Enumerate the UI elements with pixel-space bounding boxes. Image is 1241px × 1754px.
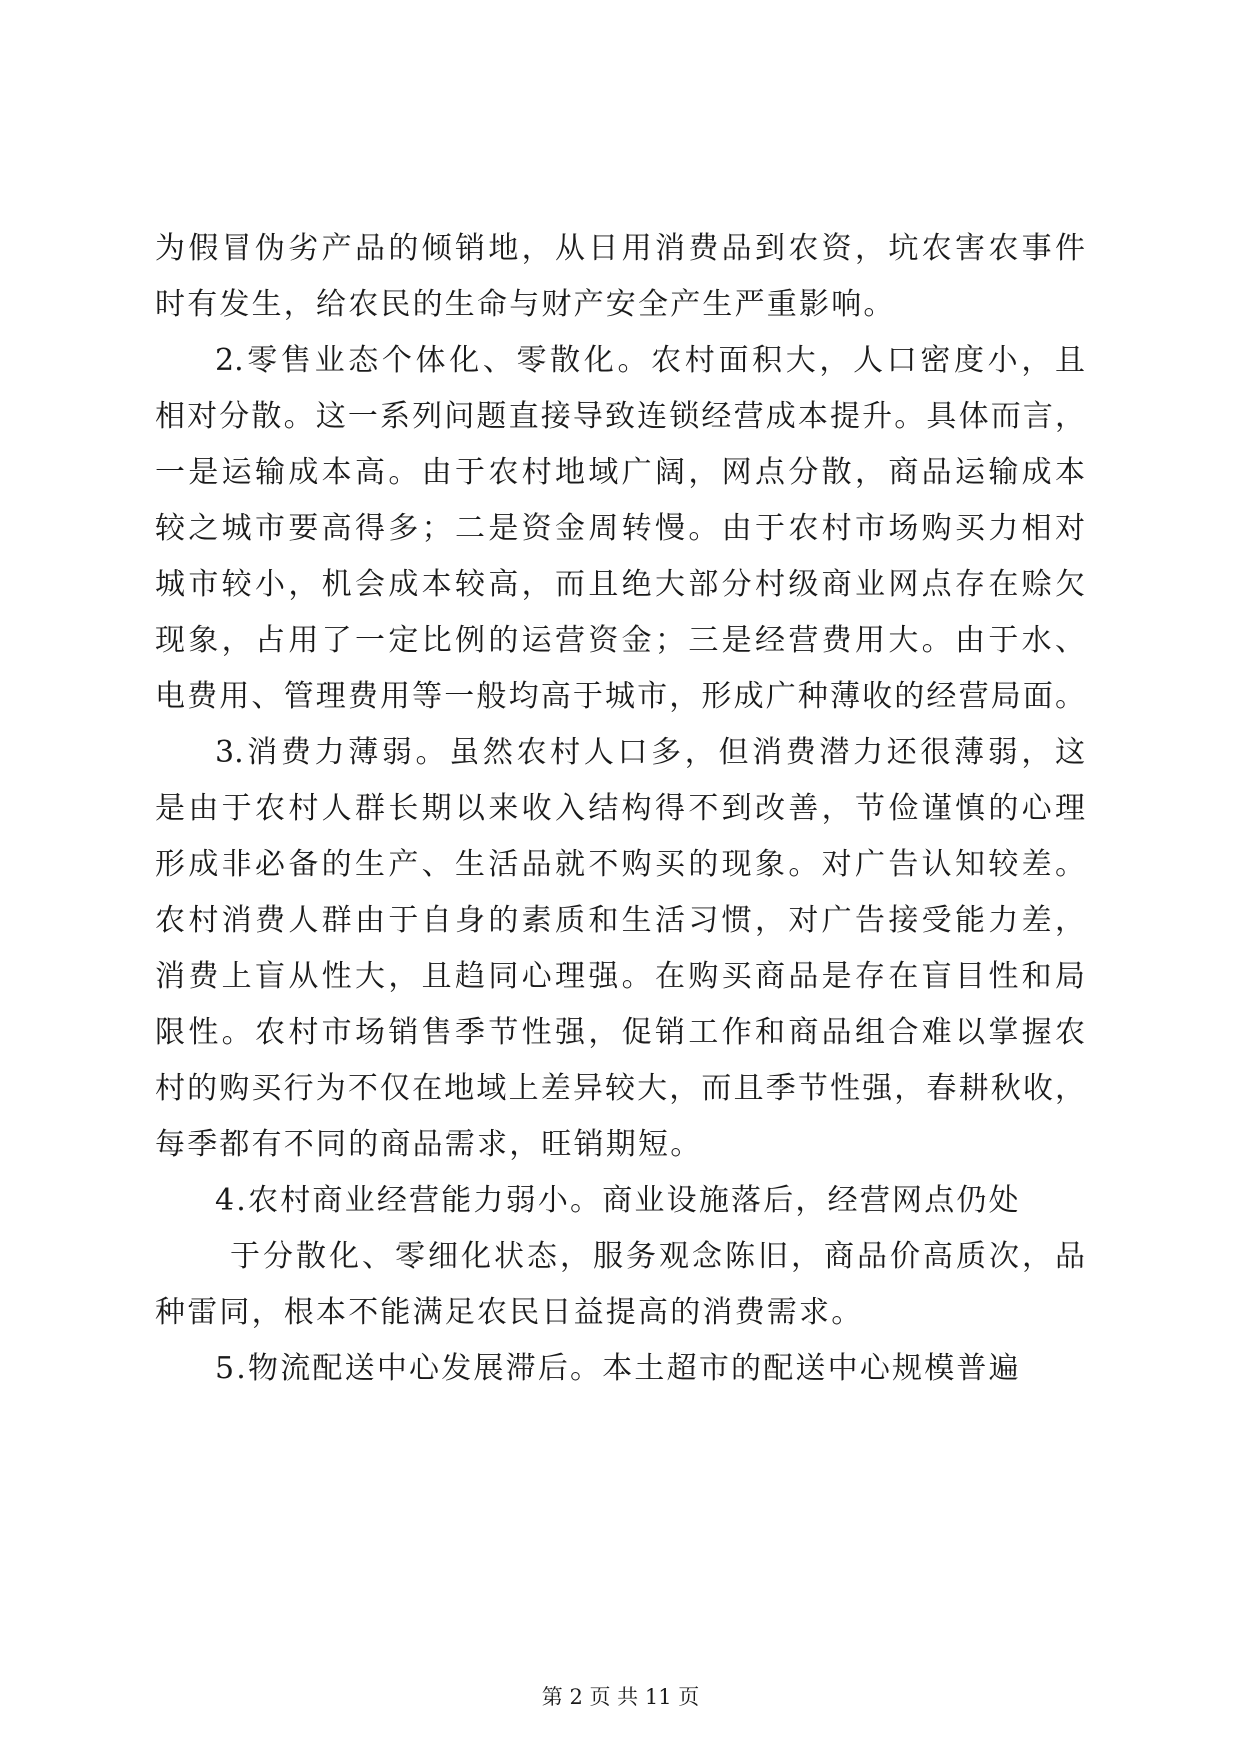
page-number-footer: 第 2 页 共 11 页 <box>541 1685 700 1709</box>
text-line: 限性。农村市场销售季节性强，促销工作和商品组合难以掌握农 <box>155 1015 1085 1050</box>
text-line: 每季都有不同的商品需求，旺销期短。 <box>155 1127 703 1162</box>
text-line: 城市较小，机会成本较高，而且绝大部分村级商业网点存在赊欠 <box>155 567 1085 602</box>
text-line: 电费用、管理费用等一般均高于城市，形成广种薄收的经营局面。 <box>155 679 1085 714</box>
text-line: 农村消费人群由于自身的素质和生活习惯，对广告接受能力差， <box>155 903 1085 938</box>
text-line: 形成非必备的生产、生活品就不购买的现象。对广告认知较差。 <box>155 847 1085 882</box>
text-line: 村的购买行为不仅在地域上差异较大，而且季节性强，春耕秋收， <box>155 1071 1085 1106</box>
text-line: 消费上盲从性大，且趋同心理强。在购买商品是存在盲目性和局 <box>155 959 1085 994</box>
paragraph-4-start: 4.农村商业经营能力弱小。商业设施落后，经营网点仍处 <box>215 1183 1021 1218</box>
text-line: 相对分散。这一系列问题直接导致连锁经营成本提升。具体而言， <box>155 399 1085 434</box>
text-line: 现象，占用了一定比例的运营资金；三是经营费用大。由于水、 <box>155 623 1085 658</box>
text-line: 较之城市要高得多；二是资金周转慢。由于农村市场购买力相对 <box>155 511 1085 546</box>
text-line: 时有发生，给农民的生命与财产安全产生严重影响。 <box>155 287 896 322</box>
text-line: 于分散化、零细化状态，服务观念陈旧，商品价高质次，品 <box>230 1239 1085 1274</box>
text-line: 种雷同，根本不能满足农民日益提高的消费需求。 <box>155 1295 864 1330</box>
paragraph-5-start: 5.物流配送中心发展滞后。本土超市的配送中心规模普遍 <box>215 1351 1021 1386</box>
text-line: 是由于农村人群长期以来收入结构得不到改善，节俭谨慎的心理 <box>155 791 1085 826</box>
text-line: 一是运输成本高。由于农村地域广阔，网点分散，商品运输成本 <box>155 455 1085 490</box>
text-line: 为假冒伪劣产品的倾销地，从日用消费品到农资，坑农害农事件 <box>155 231 1085 266</box>
paragraph-3-start: 3.消费力薄弱。虽然农村人口多，但消费潜力还很薄弱，这 <box>215 735 1085 770</box>
paragraph-2-start: 2.零售业态个体化、零散化。农村面积大，人口密度小，且 <box>215 343 1085 378</box>
